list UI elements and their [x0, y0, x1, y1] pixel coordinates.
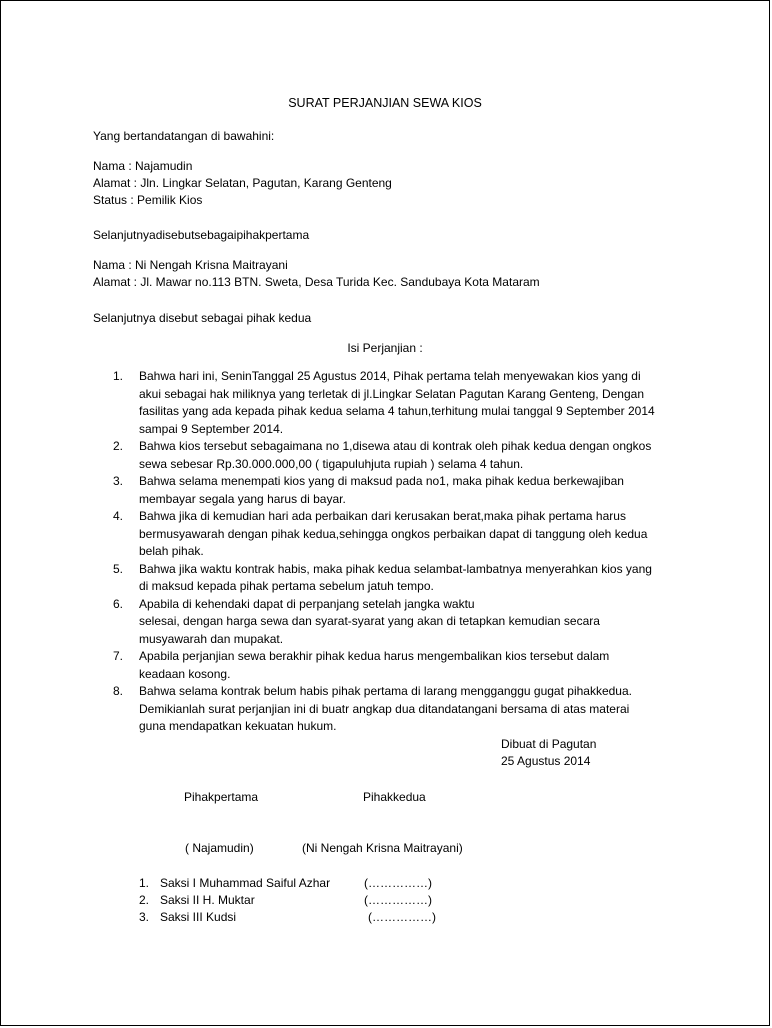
clause-text-line: musyawarah dan mupakat. [139, 631, 284, 646]
intro-text: Yang bertandatangan di bawahini: [93, 129, 275, 143]
clause-number: 6. [113, 596, 124, 611]
witness-name: Saksi II H. Muktar [160, 893, 255, 907]
witness-signature-blank: (……………) [364, 876, 432, 890]
clause-text-line: bermusyawarah dengan pihak kedua,sehingga ongkos perbaikan dapat di tanggung oleh kedua [139, 526, 648, 541]
closing-line-2: guna mendapatkan kekuatan hukum. [139, 719, 337, 733]
clause-text-line: selesai, dengan harga sewa dan syarat-syarat yang akan di tetapkan kemudian secara [139, 614, 600, 628]
party1-name: Nama : Najamudin [93, 159, 193, 173]
clause-text-line: Bahwa selama menempati kios yang di maksud pada no1, maka pihak kedua berkewajiban [139, 474, 624, 488]
clause-item [113, 648, 693, 683]
party1-designation: Selanjutnyadisebutsebagaipihakpertama [93, 228, 310, 242]
party1-address: Alamat : Jln. Lingkar Selatan, Pagutan, Karang Genteng [93, 176, 392, 190]
clause-text-line: sewa sebesar Rp.30.000.000,00 ( tigapuluhjuta rupiah ) selama 4 tahun. [139, 456, 524, 471]
clause-item [113, 683, 693, 701]
witness-number: 1. [139, 876, 150, 890]
document-title: SURAT PERJANJIAN SEWA KIOS [288, 96, 482, 110]
clause-item [113, 368, 693, 438]
clause-text-line: di maksud kepada pihak pertama sebelum jatuh tempo. [139, 579, 434, 593]
clause-text-line: Apabila di kehendaki dapat di perpanjang setelah jangka waktu [139, 596, 475, 611]
witness-number: 3. [139, 910, 150, 924]
clause-text-line: Bahwa jika waktu kontrak habis, maka pihak kedua selambat-lambatnya menyerahkan kios yang [139, 561, 652, 576]
clause-number: 3. [113, 474, 124, 488]
clause-text-line: fasilitas yang ada kepada pihak kedua selama 4 tahun,terhitung mulai tanggal 9 September 2014 [139, 404, 655, 418]
party2-designation: Selanjutnya disebut sebagai pihak kedua [93, 311, 312, 325]
party1-signature-label: Pihakpertama [184, 790, 259, 804]
witness-name: Saksi III Kudsi [160, 910, 237, 924]
clause-number: 4. [113, 509, 124, 523]
party2-signature-label: Pihakkedua [363, 790, 426, 804]
clause-text-line: Apabila perjanjian sewa berakhir pihak kedua harus mengembalikan kios tersebut dalam [139, 649, 610, 663]
clause-item [113, 596, 693, 649]
agreement-heading: Isi Perjanjian : [347, 341, 423, 355]
clause-number: 7. [113, 649, 124, 663]
clause-text-line: belah pihak. [139, 544, 204, 558]
party1-signature-name: ( Najamudin) [185, 841, 254, 855]
clause-text-line: membayar segala yang harus di bayar. [139, 491, 346, 506]
clause-text-line: Bahwa kios tersebut sebagaimana no 1,disewa atau di kontrak oleh pihak kedua dengan ongkos [139, 439, 652, 453]
clause-number: 8. [113, 684, 124, 698]
witness-name: Saksi I Muhammad Saiful Azhar [160, 876, 331, 890]
clause-text-line: Bahwa hari ini, SeninTanggal 25 Agustus 2014, Pihak pertama telah menyewakan kios yang di [139, 369, 641, 383]
clause-number: 2. [113, 439, 124, 453]
clause-item [113, 561, 693, 596]
clause-text-line: Bahwa selama kontrak belum habis pihak pertama di larang mengganggu gugat pihakkedua. [139, 684, 632, 698]
signing-date: 25 Agustus 2014 [501, 754, 591, 768]
clause-text-line: keadaan kosong. [139, 666, 231, 681]
party2-signature-name: (Ni Nengah Krisna Maitrayani) [302, 841, 463, 855]
clause-text-line: akui sebagai hak miliknya yang terletak di jl.Lingkar Selatan Pagutan Karang Genteng, Dengan [139, 386, 644, 401]
clause-list [113, 368, 693, 701]
signing-place: Dibuat di Pagutan [501, 737, 597, 751]
closing-line-1: Demikianlah surat perjanjian ini di buatr angkap dua ditandatangani bersama di atas materai [139, 702, 630, 716]
clause-item [113, 508, 693, 561]
party2-name: Nama : Ni Nengah Krisna Maitrayani [93, 258, 288, 272]
clause-number: 5. [113, 561, 124, 576]
witness-number: 2. [139, 893, 150, 907]
clause-text-line: sampai 9 September 2014. [139, 421, 284, 436]
clause-item [113, 438, 693, 473]
clause-item [113, 473, 693, 508]
witness-signature-blank: (……………) [368, 910, 436, 924]
party2-address: Alamat : Jl. Mawar no.113 BTN. Sweta, Desa Turida Kec. Sandubaya Kota Mataram [93, 275, 540, 289]
party1-status: Status : Pemilik Kios [93, 193, 203, 207]
witness-signature-blank: (……………) [364, 893, 432, 907]
clause-number: 1. [113, 369, 124, 383]
clause-text-line: Bahwa jika di kemudian hari ada perbaikan dari kerusakan berat,maka pihak pertama harus [139, 509, 626, 523]
